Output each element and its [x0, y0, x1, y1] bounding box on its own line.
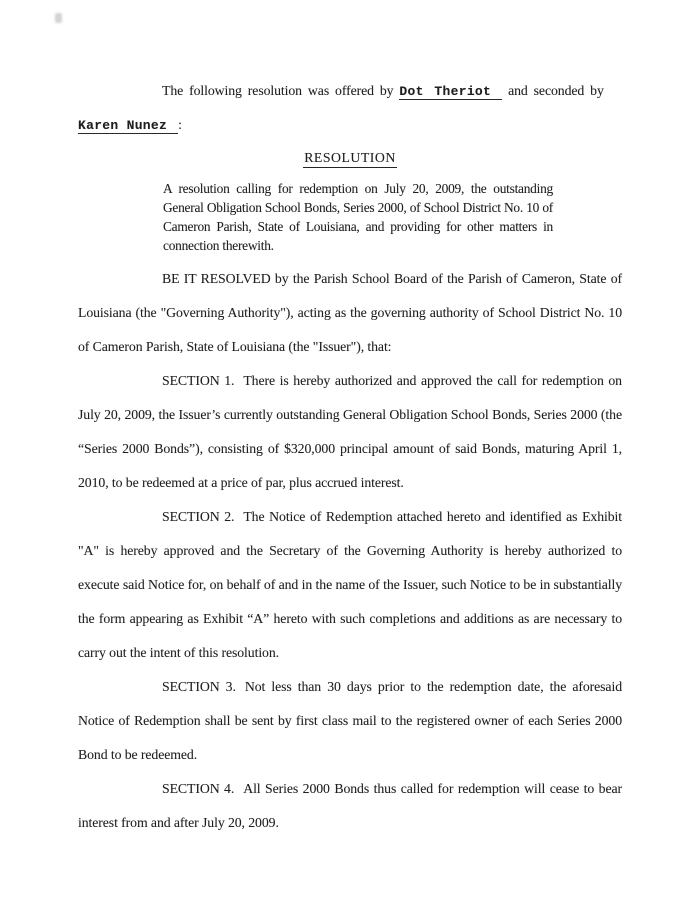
section-paragraph-3 [78, 670, 622, 772]
intro-line [78, 74, 622, 108]
section-1-text: There is hereby authorized and approved the call for redemption on July 20, 2009, the Issuer’s currently outstanding General Obligation School Bonds, Series 2000 (the “Series 2000 Bonds”), consisting of $320,000 principal amount of said Bonds, maturing April 1, 2010, to be redeemed at a price of par, plus accrued interest. [78, 373, 622, 490]
seconded-by-name: Karen Nunez [78, 118, 178, 134]
section-1-label: SECTION 1. [162, 373, 235, 388]
section-3-text: Not less than 30 days prior to the redemption date, the aforesaid Notice of Redemption shall be sent by first class mail to the registered owner of each Series 2000 Bond to be redeemed. [78, 679, 622, 762]
section-paragraph-4 [78, 772, 622, 840]
caption-paragraph: A resolution calling for redemption on July 20, 2009, the outstanding General Obligation School Bonds, Series 2000, of School District No. 10 of Cameron Parish, State of Louisiana, and providing for other matters in connection therewith. [163, 181, 553, 253]
intro-prefix: The following resolution was offered by [162, 83, 394, 98]
resolution-heading: RESOLUTION [303, 150, 397, 168]
section-2-label: SECTION 2. [162, 509, 235, 524]
seconded-by-line [78, 108, 622, 142]
section-4-label: SECTION 4. [162, 781, 235, 796]
section-3-label: SECTION 3. [162, 679, 236, 694]
resolution-heading-row [78, 144, 622, 171]
section-paragraph-1 [78, 364, 622, 500]
intro-colon: : [178, 117, 182, 132]
section-2-text: The Notice of Redemption attached hereto and identified as Exhibit "A" is hereby approved and the Secretary of the Governing Authority is hereby authorized to execute said Notice for, on behalf of and in the name of the Issuer, such Notice to be in substantially the form appearing as Exhibit “A” hereto with such completions and additions as are necessary to carry out the intent of this resolution. [78, 509, 622, 660]
offered-by-name: Dot Theriot [399, 84, 502, 100]
resolved-paragraph: BE IT RESOLVED by the Parish School Board of the Parish of Cameron, State of Louisiana (the "Governing Authority"), acting as the governing authority of School District No. 10 of Cameron Parish, State of Louisiana (the "Issuer"), that: [78, 271, 622, 354]
intro-middle: and seconded by [508, 83, 604, 98]
section-paragraph-2 [78, 500, 622, 670]
section-4-text: All Series 2000 Bonds thus called for redemption will cease to bear interest from and after July 20, 2009. [78, 781, 622, 830]
